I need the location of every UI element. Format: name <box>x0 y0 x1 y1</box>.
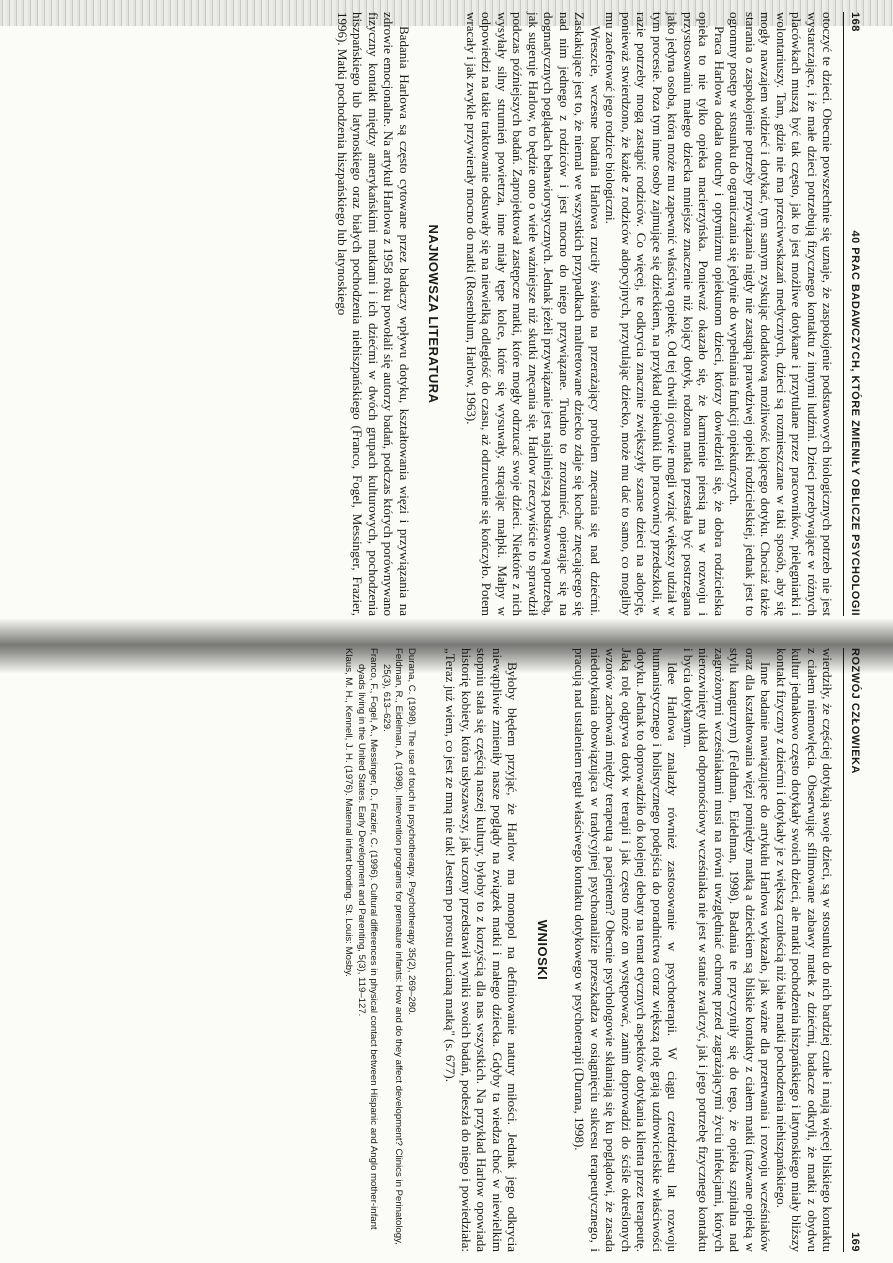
left-running-head <box>844 12 863 616</box>
running-head-title: ROZWÓJ CZŁOWIEKA <box>849 648 861 774</box>
body-paragraph: Badania Harlowa są często cytowane przez badaczy wpływu dotyku, kształtowania więzi i przywiązania na zdrowie emocjonalne. Na artykuł Harlowa z 1958 roku powołali się autorzy badań, podczas których porównywano fizyczny kontakt między amerykańskimi matkami i ich dziećmi w dwóch grupach kulturowych, pochodzenia hiszpańskiego lub latynoskiego oraz białych pochodzenia niehiszpańskiego (Franco, Fogel, Messinger, Frazier, 1996). Matki pochodzenia hiszpańskiego lub latynoskiego <box>335 12 412 616</box>
reference-entry: Feldman, R., Eidelman, A. (1998). Intervention programs for premature infants: How and do they affect development? Clinics in Perinatology, 25(3), 613–629. <box>381 648 404 1245</box>
reference-entry: Franco, F., Fogel, A., Messinger, D., Frazier, C. (1996). Cultural differences in physical contact between Hispanic and Anglo mother-infant dyads living in the United States. Early Development and Parenting, 5(3), 119–127. <box>356 648 379 1230</box>
body-paragraph: otoczyć te dzieci. Obecnie powszechnie się uznaje, że zaspokojenie podstawowych biologicznych potrzeb nie jest wystarczające, i że małe dzieci potrzebują fizycznego kontaktu z innymi ludźmi. Dzieci przebywające w różnych placówkach muszą być tak często, jak to jest możliwe dotykane i przytulane przez pracowników, pielęgniarki i wolontariuszy. Tam, gdzie nie ma przeciwwskazań medycznych, dzieci są rozmieszczane w taki sposób, aby się mogły nawzajem widzieć i dotykać, tym samym zyskując dodatkową możliwość kojącego dotyku. Chociaż także starania o zaspokojenie potrzeby przywiązania nigdy nie zastąpią prawdziwej opieki rodzicielskiej, jednak jest to ogromny postęp w stosunku do ograniczania się jedynie do wypełniania funkcji opiekuńczych. <box>727 12 836 616</box>
left-page <box>112 12 862 616</box>
body-paragraph: Praca Harlowa dodała otuchy i optymizmu opiekunom dzieci, którzy dowiedzieli się, że dobra rodzicielska opieka to nie tylko opieka macierzyńska. Ponieważ okazało się, że karmienie piersią ma w rozwoju i przystosowaniu małego dziecka mniejsze znaczenie niż kojący dotyk, rodzona matka przestała być postrzegana jako jedyna osoba, która może mu zapewnić właściwą opiekę. Od tej chwili ojcowie mogli wziąć większy udział w tym procesie. Poza tym inne osoby zajmujące się dzieckiem, na przykład opiekunki lub pracownicy przedszkoli, w razie potrzeby mogą zastąpić rodziców. Co więcej, te odkrycia znacznie zwiększyły szanse dzieci na adopcję, ponieważ stwierdzono, że każde z rodziców adopcyjnych, przytulając dziecko, może mu dać to samo, co mogliby mu zaoferować jego rodzice biologiczni. <box>603 12 727 616</box>
reference-entry: Durana, C. (1998). The use of touch in psychotherapy. Psychotherapy 35(2), 269–280. <box>406 648 417 1016</box>
body-paragraph: wierdziły, że częściej dotykają swoje dzieci, są w stosunku do nich bardziej czułe i mają więcej bliskiego kontaktu z ciałem niemowlęcia. Obserwując sfilmowane zabawy matek z dziećmi, badacze odkryli, że matki z obydwu kultur jednakowo często dotykały swoich dzieci, ale matki pochodzenia hiszpańskiego i latynoskiego miały bliższy kontakt fizyczny z dziećmi i dotykały je z większą czułością niż białe matki pochodzenia niehiszpańskiego. <box>774 648 836 1252</box>
body-paragraph: Idee Harlowa znalazły również zastosowanie w psychoterapii. W ciągu czterdziestu lat rozwoju humanistycznego i holistycznego podejścia do poradnictwa coraz większą rolę grają uzdrowicielskie właściwości dotyku. Jednak to doprowadziło do kolejnej debaty na temat etycznych aspektów dotykania klienta przez terapeutę. Jaką rolę odgrywa dotyk w terapii i jak często może on występować, zanim doprowadzi do ściśle określonych wzorów zachowań między terapeutą a pacjentem? Obecnie psychologowie skłaniają się ku poglądowi, że zasada niedotykania obowiązująca w tradycyjnej psychoanalizie przeszkadza w osiągnięciu sukcesu terapeutycznego, i pracują nad ustaleniem reguł właściwego kontaktu dotykowego w psychoterapii (Durana, 1998). <box>572 648 681 1252</box>
running-head-title: 40 PRAC BADAWCZYCH, KTÓRE ZMIENIŁY OBLICZE PSYCHOLOGII <box>849 230 861 616</box>
page-number: 169 <box>849 1232 861 1252</box>
reference-list <box>342 648 417 1252</box>
right-page <box>112 648 862 1252</box>
reference-entry: Klaus, M. H., Kennell, J. H. (1976). Maternal infant bonding. St. Louis: Mosby. <box>343 648 354 977</box>
page-number: 168 <box>849 12 861 32</box>
section-heading: WNIOSKI <box>535 919 550 981</box>
body-paragraph: Wreszcie, wczesne badania Harlowa rzuciły światło na przerażający problem znęcania się nad dziećmi. Zaskakujące jest to, że niemal we wszystkich przypadkach maltretowane dziecko zdaje się kochać znęcającego się nad nim jednego z rodziców i jest mocno do niego przywiązane. Trudno to zrozumieć, opierając się na dogmatycznych poglądach behawiorystycznych. Jednak jeżeli przywiązanie jest najsilniejszą podstawową potrzebą, jak sugeruje Harlow, to będzie ono o wiele ważniejsze niż skutki znęcania się. Harlow rzeczywiście to sprawdził podczas późniejszych badań. Zaprojektował zastępcze matki, które mogły odrzucać swoje dzieci. Niektóre z nich wysyłały silny strumień powietrza, inne miały tępe kolce, które się wysuwały, strącając małpki. Małpy w odpowiedzi na takie traktowanie odsuwały się na niewielką odległość do czasu, aż odrzucenie się kończyło. Potem wracały i jak zwykle przywierały mocno do matki (Rosenblum, Harlow, 1963). <box>464 12 603 616</box>
right-running-head <box>844 648 863 1252</box>
body-paragraph: Inne badanie nawiązujące do artykułu Harlowa wykazało, jak ważne dla przetrwania i rozwoju wcześniaków oraz dla kształtowania więzi pomiędzy matką a dzieckiem są bliskie kontakty z ciałem matki (nazwane opieką w stylu kangurzym) (Feldman, Eidelman, 1998). Badania te przyczyniły się do tego, że opieka szpitalna nad zagrożonymi wcześniakami musi na równi uwzględniać ochronę przed zagrażającymi życiu infekcjami, których nierozwinięty układ odpornościowy wcześniaka nie jest w stanie zwalczyć, jak i jego potrzebę fizycznego kontaktu i bycia dotykanym. <box>681 648 774 1252</box>
section-heading: NAJNOWSZA LITERATURA <box>426 224 442 404</box>
body-paragraph: Byłoby błędem przyjąć, że Harlow ma monopol na definiowanie natury miłości. Jednak jego odkrycia niewątpliwie zmieniły nasze poglądy na związek matki i małego dziecka. Gdyby ta wiedza choć w niewielkim stopniu stała się częścią naszej kultury, byłoby to z korzyścią dla nas wszystkich. Na przykład Harlow opowiada historię kobiety, która usłyszawszy, jak uczony przedstawił wyniki swoich badań, podeszła do niego i powiedziała: „Teraz już wiem, co jest ze mną nie tak! Jestem po prostu drucianą matką" (s. 677). <box>443 648 521 1252</box>
